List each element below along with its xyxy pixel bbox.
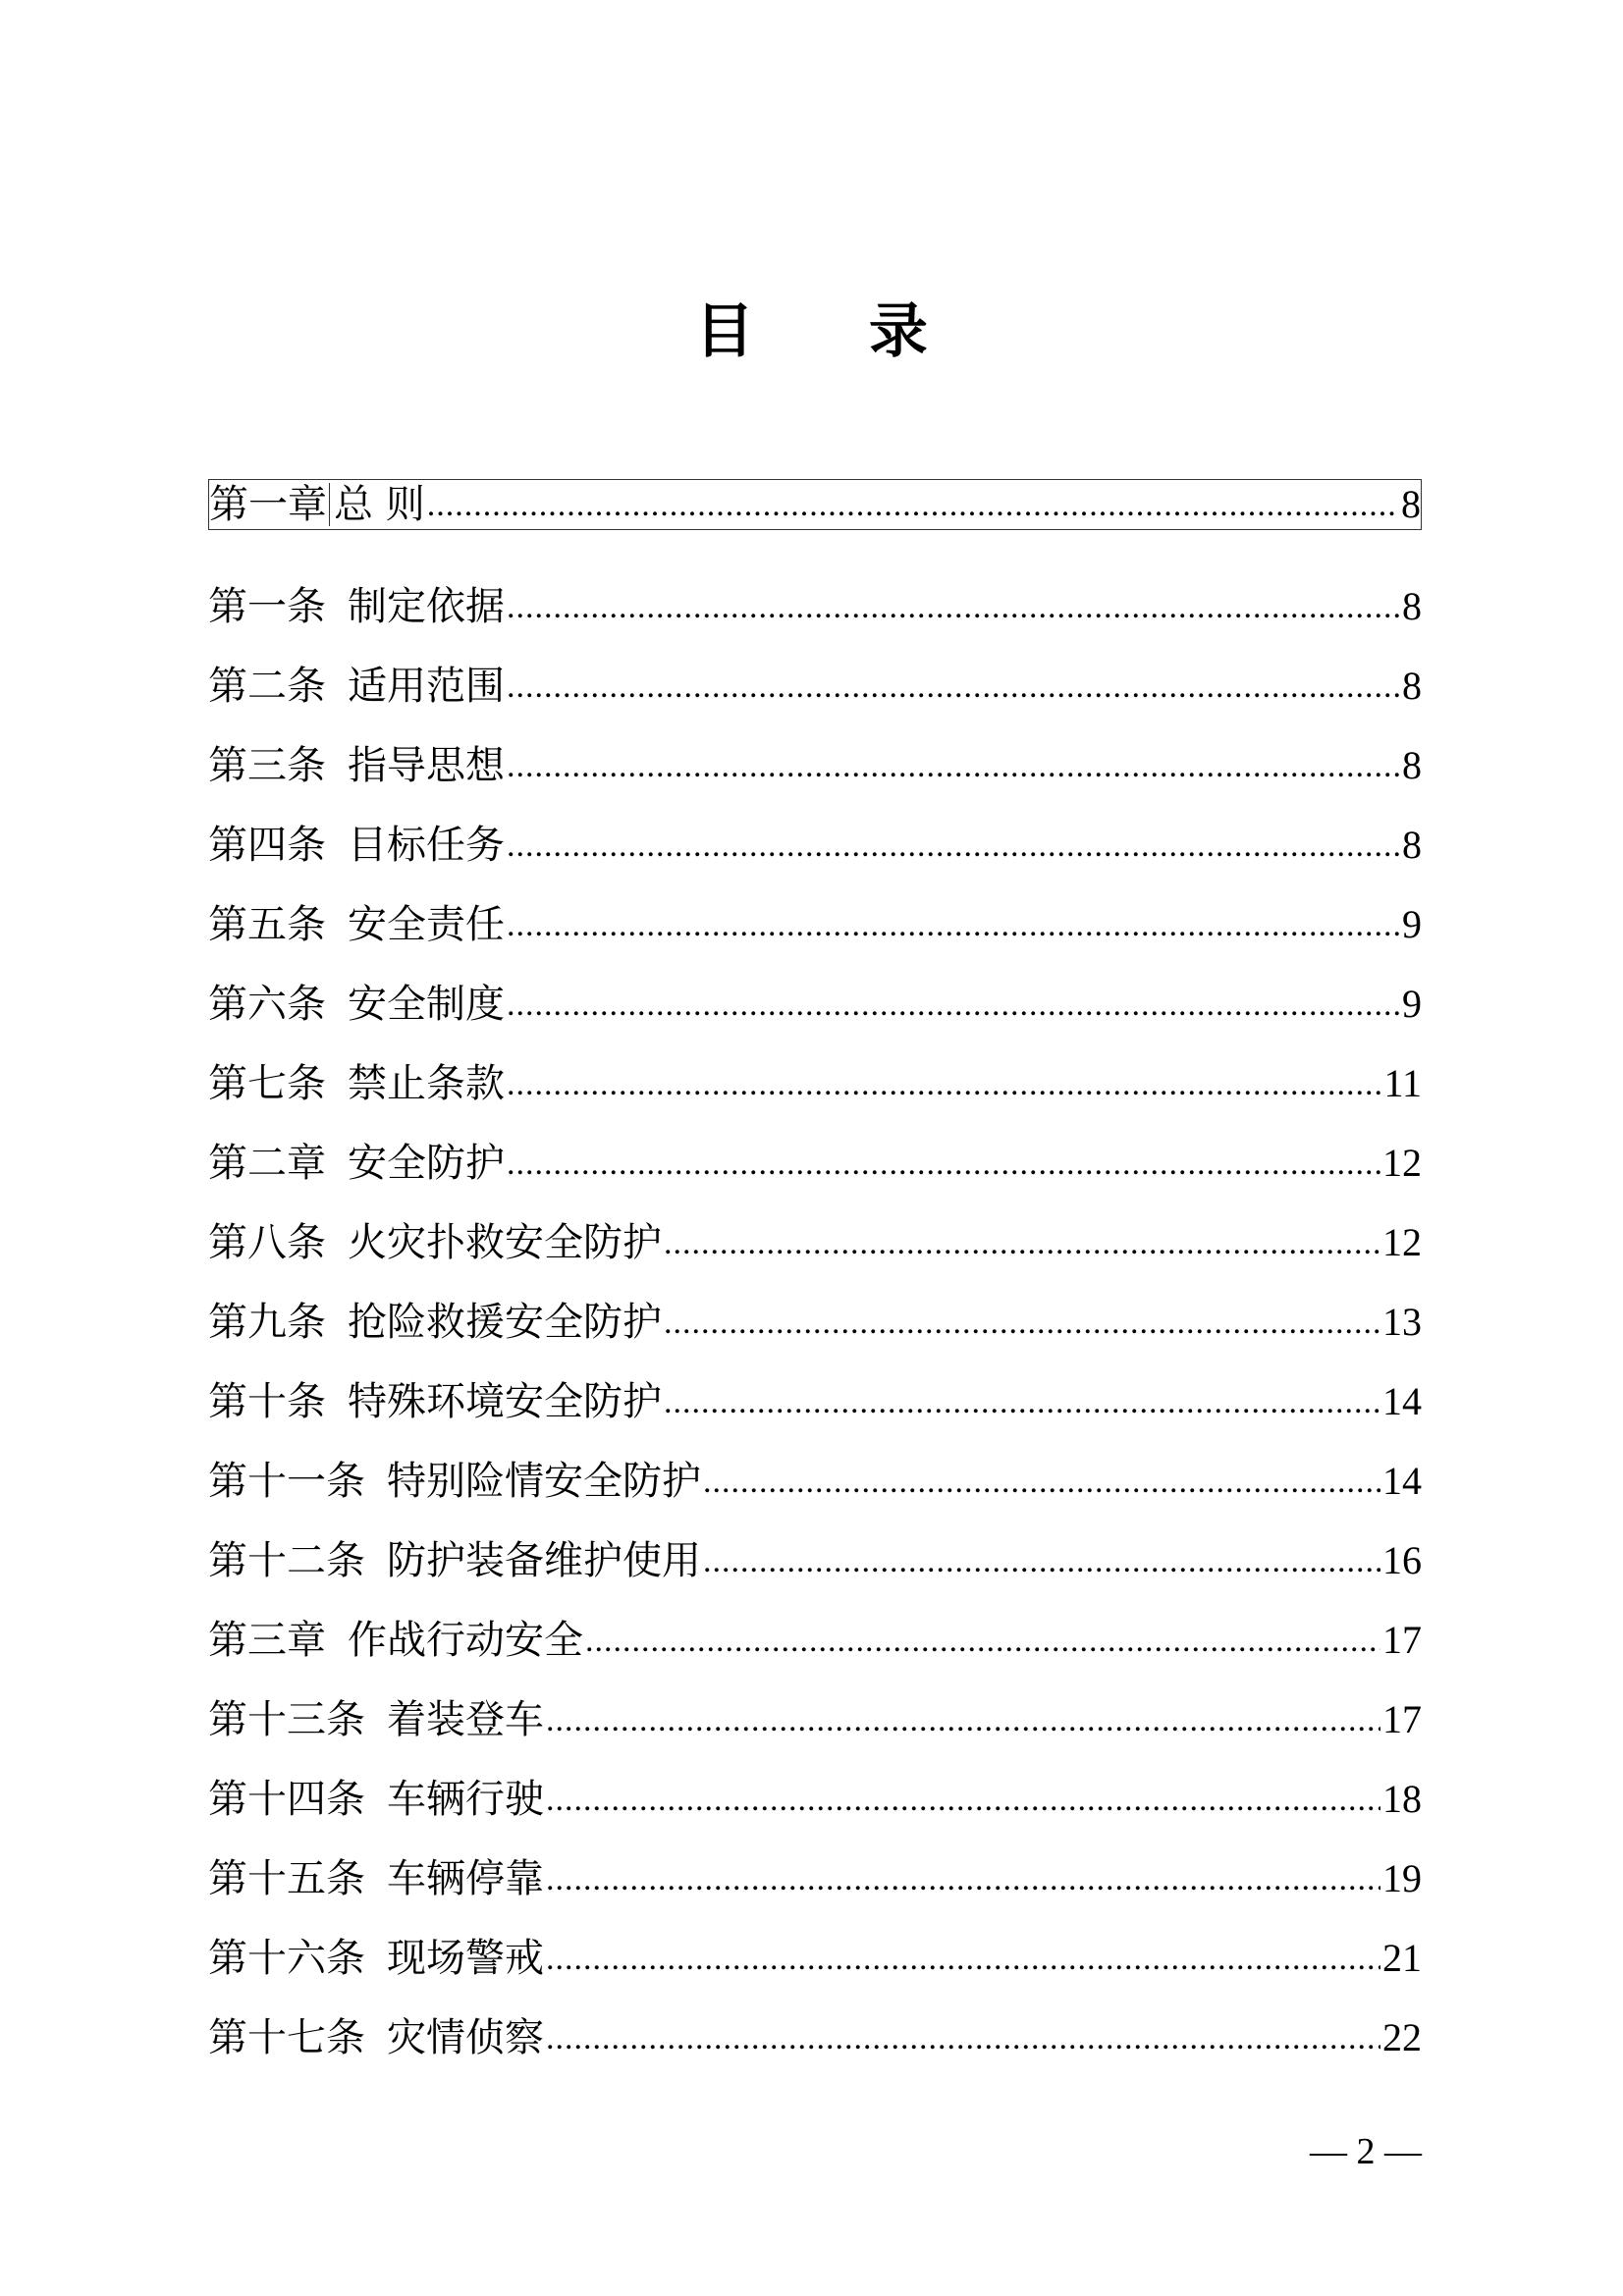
toc-entry[interactable]: [208, 1036, 1422, 1115]
toc-page-number: 8: [1402, 823, 1422, 867]
toc-entry-number: 第二章: [208, 1141, 326, 1186]
toc-entry[interactable]: [208, 638, 1422, 718]
toc-dot-leader: [427, 489, 1399, 522]
toc-page-number: 19: [1382, 1856, 1422, 1900]
toc-entry[interactable]: [208, 1672, 1422, 1751]
toc-page-number: 13: [1382, 1300, 1422, 1344]
page-number-footer: — 2 —: [1310, 2131, 1422, 2172]
toc-entry-title: 灾情侦察: [387, 2015, 544, 2060]
toc-page-number: 8: [1401, 482, 1421, 526]
toc-entry-title: 作战行动安全: [348, 1618, 583, 1663]
toc-entry[interactable]: [208, 1195, 1422, 1274]
toc-dot-leader: [546, 1784, 1380, 1817]
toc-page-number: 17: [1382, 1618, 1422, 1662]
toc-entry-title: 车辆行驶: [387, 1777, 544, 1822]
toc-entry[interactable]: [208, 1751, 1422, 1831]
toc-entry-number: 第五条: [208, 902, 326, 947]
toc-entry-number: 第三条: [208, 743, 326, 788]
toc-entry-number: 第六条: [208, 982, 326, 1027]
toc-entry-title: 车辆停靠: [387, 1856, 544, 1901]
toc-page-number: 9: [1402, 982, 1422, 1026]
toc-page-number: 8: [1402, 584, 1422, 628]
toc-entry-title: 指导思想: [348, 743, 505, 788]
toc-dot-leader: [664, 1307, 1380, 1340]
toc-entry-title: 防护装备维护使用: [387, 1538, 701, 1583]
toc-dot-leader: [703, 1466, 1380, 1499]
toc-page-number: 22: [1382, 2015, 1422, 2059]
toc-dot-leader: [507, 1148, 1380, 1181]
toc-entry[interactable]: [208, 1990, 1422, 2069]
toc-dot-leader: [507, 829, 1400, 863]
toc-dot-leader: [585, 1625, 1380, 1658]
toc-page-number: 9: [1402, 902, 1422, 946]
toc-page-number: 16: [1382, 1538, 1422, 1582]
toc-entry-title: 制定依据: [348, 584, 505, 629]
toc-entry-title: 特殊环境安全防护: [348, 1379, 662, 1424]
toc-entry-number: 第十一条: [208, 1459, 365, 1504]
toc-entry-title: 现场警戒: [387, 1936, 544, 1981]
toc-entry-title: 火灾扑救安全防护: [348, 1220, 662, 1265]
toc-entry-number: 第十三条: [208, 1697, 365, 1742]
toc-entry-number: 第八条: [208, 1220, 326, 1265]
table-of-contents: [208, 479, 1422, 2069]
toc-entry[interactable]: [208, 877, 1422, 956]
toc-entry-number: 第一条: [208, 584, 326, 629]
toc-entry-number: 第一章: [209, 483, 330, 526]
toc-entry[interactable]: [208, 1274, 1422, 1354]
toc-entry-title: 安全制度: [348, 982, 505, 1027]
toc-page-number: 21: [1382, 1936, 1422, 1980]
toc-entry-title: 安全责任: [348, 902, 505, 947]
toc-page-number: 8: [1402, 664, 1422, 708]
toc-entry[interactable]: [208, 718, 1422, 797]
toc-dot-leader: [664, 1227, 1380, 1260]
toc-entry-number: 第十二条: [208, 1538, 365, 1583]
toc-entry[interactable]: [208, 1831, 1422, 1910]
toc-entry-number: 第十六条: [208, 1936, 365, 1981]
toc-entry[interactable]: [208, 1910, 1422, 1990]
toc-entry-title: 总 则: [334, 482, 425, 527]
toc-page-number: 8: [1402, 743, 1422, 787]
toc-entry-number: 第三章: [208, 1618, 326, 1663]
toc-entry-number: 第十四条: [208, 1777, 365, 1822]
toc-page-number: 17: [1382, 1697, 1422, 1741]
toc-entry-title: 禁止条款: [348, 1061, 505, 1106]
toc-page-number: 12: [1382, 1141, 1422, 1185]
toc-entry-chapter-1[interactable]: [208, 479, 1422, 530]
toc-dot-leader: [507, 591, 1400, 624]
toc-entry[interactable]: [208, 1354, 1422, 1433]
toc-page-number: 18: [1382, 1777, 1422, 1821]
toc-entry[interactable]: [208, 1433, 1422, 1513]
toc-dot-leader: [546, 2022, 1380, 2056]
toc-dot-leader: [703, 1545, 1380, 1578]
toc-dot-leader: [507, 1068, 1381, 1101]
toc-entry-number: 第二条: [208, 664, 326, 709]
toc-dot-leader: [546, 1943, 1380, 1976]
toc-dot-leader: [507, 988, 1400, 1022]
toc-page-number: 12: [1382, 1220, 1422, 1264]
toc-entry-title: 特别险情安全防护: [387, 1459, 701, 1504]
toc-entry-number: 第四条: [208, 823, 326, 868]
toc-entry-number: 第十五条: [208, 1856, 365, 1901]
toc-entry-number: 第十七条: [208, 2015, 365, 2060]
toc-entry-title: 目标任务: [348, 823, 505, 868]
toc-dot-leader: [546, 1704, 1380, 1737]
toc-entry-title: 着装登车: [387, 1697, 544, 1742]
toc-entry[interactable]: [208, 1513, 1422, 1592]
toc-entry-number: 第七条: [208, 1061, 326, 1106]
toc-entry[interactable]: [208, 559, 1422, 638]
page-title: 目 录: [695, 297, 975, 366]
toc-entry[interactable]: [208, 797, 1422, 877]
toc-entry-title: 适用范围: [348, 664, 505, 709]
toc-entry-number: 第九条: [208, 1300, 326, 1345]
toc-entry-title: 安全防护: [348, 1141, 505, 1186]
toc-dot-leader: [507, 909, 1400, 942]
toc-entry[interactable]: [208, 956, 1422, 1036]
toc-dot-leader: [546, 1863, 1380, 1896]
toc-dot-leader: [664, 1386, 1380, 1419]
toc-entry-title: 抢险救援安全防护: [348, 1300, 662, 1345]
toc-entry-chapter-2[interactable]: [208, 1115, 1422, 1195]
toc-page-number: 14: [1382, 1459, 1422, 1503]
toc-dot-leader: [507, 670, 1400, 704]
toc-page-number: 14: [1382, 1379, 1422, 1423]
toc-page-number: 11: [1383, 1061, 1422, 1105]
toc-entry-number: 第十条: [208, 1379, 326, 1424]
toc-dot-leader: [507, 750, 1400, 783]
toc-entry-chapter-3[interactable]: [208, 1592, 1422, 1672]
